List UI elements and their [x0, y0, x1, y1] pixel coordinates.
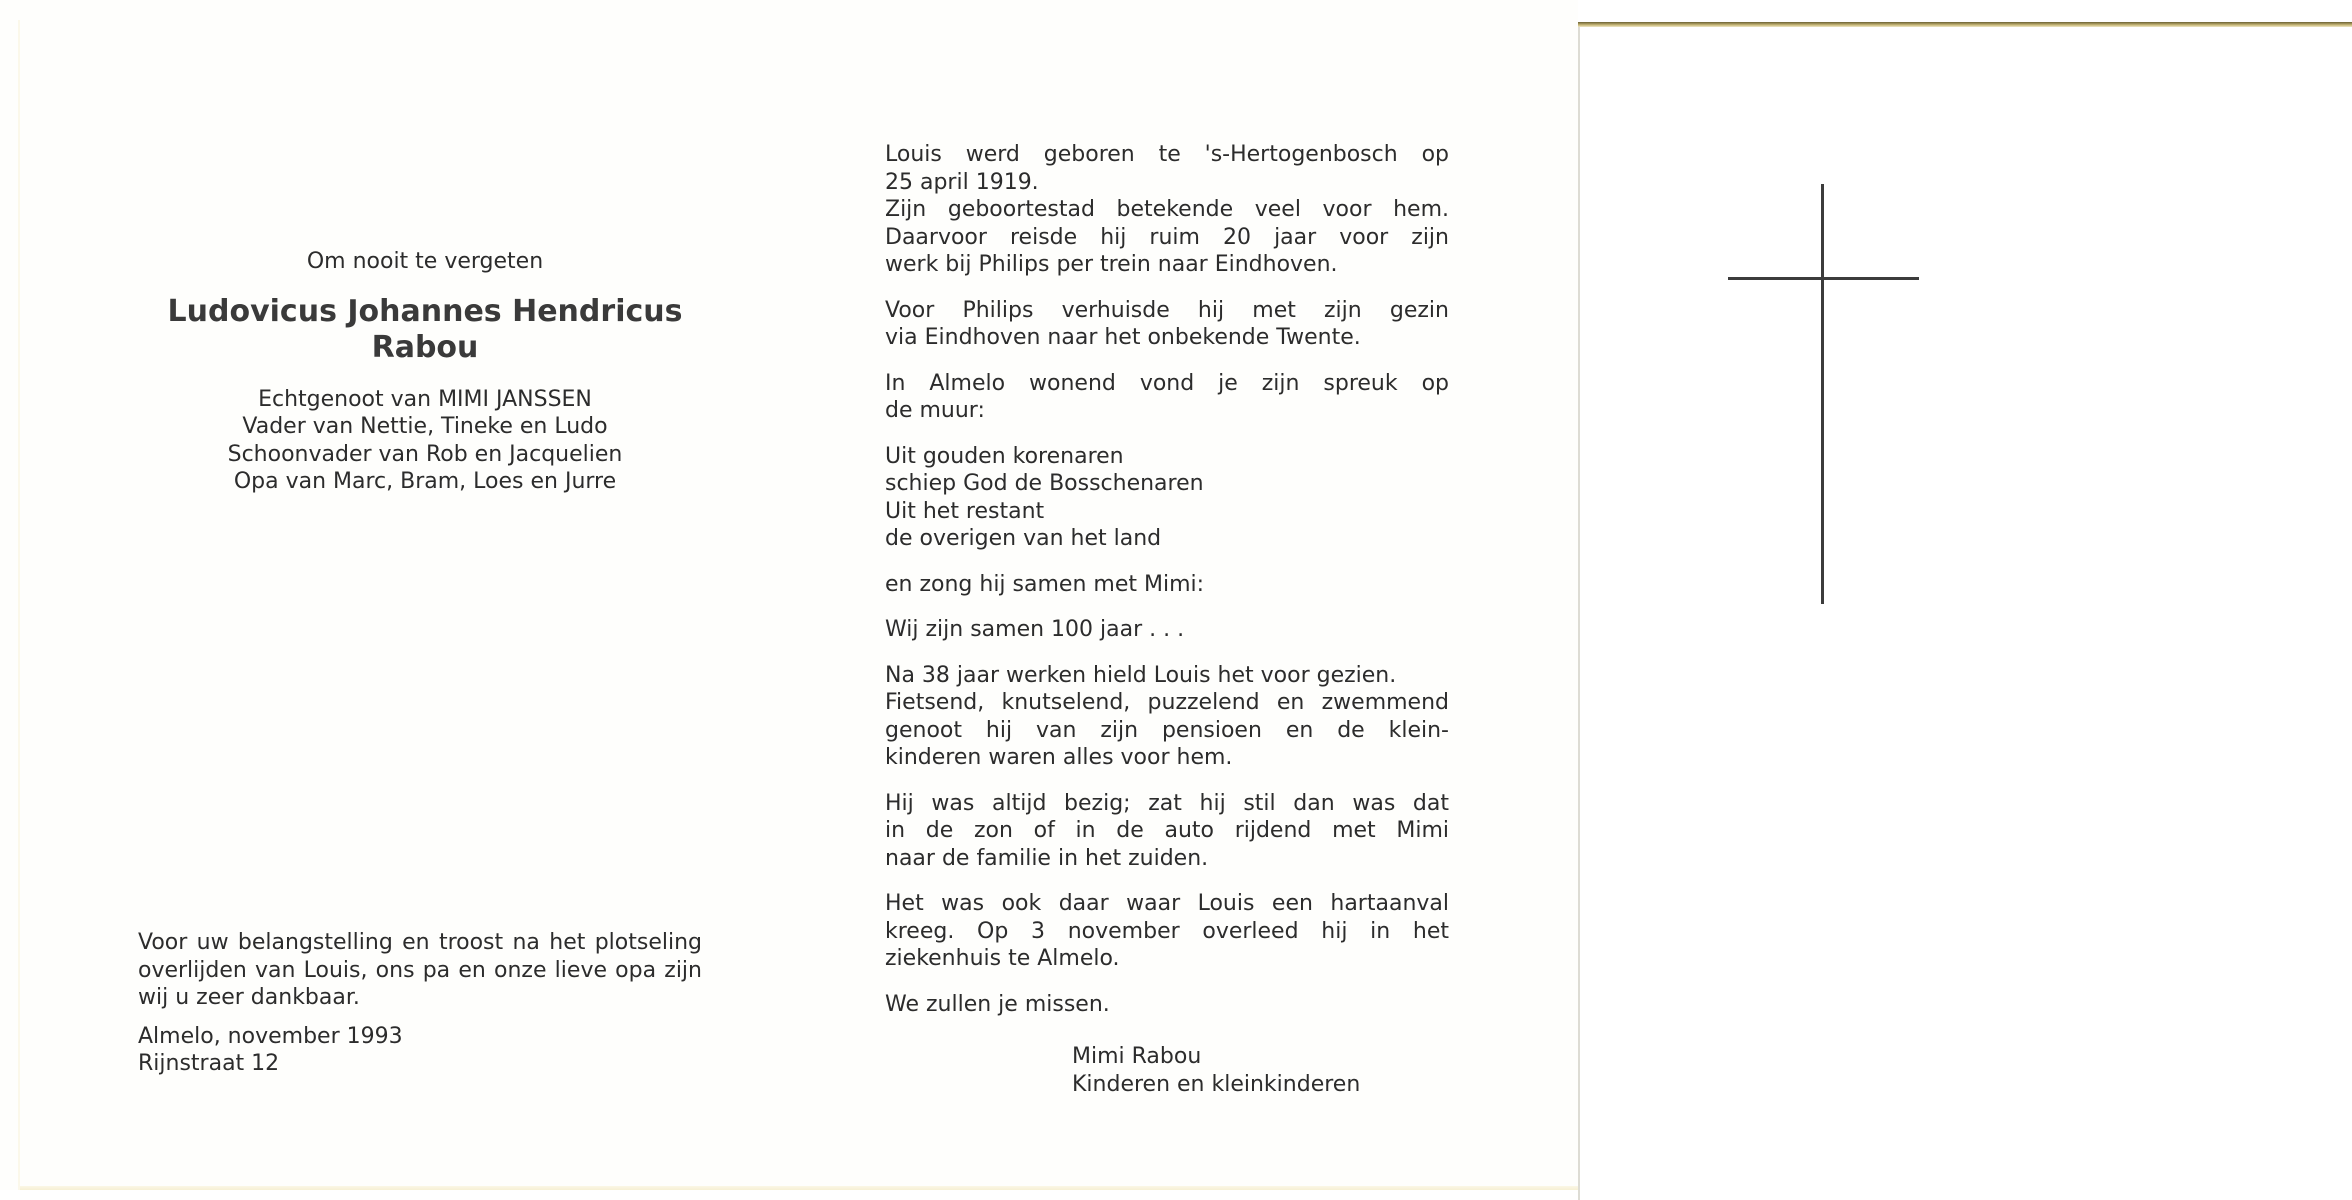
- bio-paragraph-sang: en zong hij samen met Mimi:: [885, 571, 1205, 597]
- bio-paragraph-move: [885, 297, 1449, 352]
- cross-icon-vertical: [1821, 184, 1824, 604]
- bio-poem: [885, 443, 1449, 553]
- bio-paragraph-100-years: Wij zijn samen 100 jaar . . .: [885, 617, 1185, 642]
- bio-line: in de zon of in de auto rijdend met Mimi: [885, 818, 1449, 843]
- bio-paragraph-motto: [885, 370, 1449, 425]
- cross-icon-horizontal: [1728, 277, 1919, 280]
- bio-line: Daarvoor reisde hij ruim 20 jaar voor zijn: [885, 224, 1449, 250]
- bio-line: via Eindhoven naar het onbekende Twente.: [885, 325, 1361, 350]
- bio-line: Zijn geboortestad betekende veel voor hem.: [885, 197, 1449, 222]
- name-line-1: Ludovicus Johannes Hendricus: [167, 293, 683, 329]
- relation-father-in-law: Schoonvader van Rob en Jacquelien: [227, 441, 623, 467]
- bio-paragraph-farewell: We zullen je missen.: [885, 991, 1110, 1017]
- bio-line: Het was ook daar waar Louis een hartaanval: [885, 891, 1449, 916]
- relation-spouse: Echtgenoot van MIMI JANSSEN: [258, 386, 592, 412]
- bio-line: genoot hij van zijn pensioen en de klein-: [885, 717, 1449, 743]
- bio-line: naar de familie in het zuiden.: [885, 845, 1209, 871]
- thanks-line: onze lieve opa zijn wij u zeer dankbaar.: [138, 957, 702, 1010]
- signature-family: Kinderen en kleinkinderen: [1072, 1071, 1361, 1097]
- bio-line: In Almelo wonend vond je zijn spreuk op: [885, 370, 1449, 396]
- signature-block: [1072, 1043, 1360, 1098]
- bio-line: werk bij Philips per trein naar Eindhoven.: [885, 252, 1338, 277]
- bio-line: Na 38 jaar werken hield Louis het voor gezien.: [885, 662, 1397, 688]
- card-left-edge: [18, 20, 20, 1190]
- thanks-line: Voor uw belangstelling en troost na het: [138, 930, 586, 955]
- biography: [885, 141, 1449, 1036]
- intro-text: Om nooit te vergeten: [306, 249, 544, 274]
- bio-line: Fietsend, knutselend, puzzelend en zwemmend: [885, 690, 1449, 715]
- name-line-2: Rabou: [371, 329, 479, 365]
- bio-line: Louis werd geboren te 's-Hertogenbosch op: [885, 142, 1449, 167]
- poem-line: Uit gouden korenaren: [885, 443, 1124, 469]
- signature-widow: Mimi Rabou: [1072, 1044, 1202, 1069]
- place-date-address: [138, 1023, 702, 1078]
- bio-line: 25 april 1919.: [885, 169, 1039, 195]
- poem-line: schiep God de Bosschenaren: [885, 471, 1204, 496]
- address: Rijnstraat 12: [138, 1051, 280, 1076]
- bio-line: kreeg. Op 3 november overleed hij in het: [885, 918, 1449, 944]
- poem-line: de overigen van het land: [885, 526, 1162, 551]
- bio-line: de muur:: [885, 398, 985, 423]
- bio-line: Voor Philips verhuisde hij met zijn gezin: [885, 297, 1449, 323]
- bio-line: kinderen waren alles voor hem.: [885, 745, 1233, 770]
- bio-paragraph-retirement: [885, 662, 1449, 772]
- bio-paragraph-birth: [885, 141, 1449, 279]
- card-bottom-edge: [20, 1186, 1578, 1190]
- bio-paragraph-busy: [885, 790, 1449, 873]
- bio-paragraph-death: [885, 890, 1449, 973]
- poem-line: Uit het restant: [885, 498, 1045, 524]
- cover-gilded-edge: [1578, 22, 2352, 27]
- bio-line: ziekenhuis te Almelo.: [885, 946, 1120, 971]
- thanks-block: [138, 929, 702, 1078]
- memorial-header: [160, 248, 690, 496]
- place-date: Almelo, november 1993: [138, 1023, 403, 1049]
- card-cover: [1578, 22, 2352, 1200]
- deceased-name: [160, 294, 690, 366]
- relation-grandfather: Opa van Marc, Bram, Loes en Jurre: [233, 469, 617, 494]
- relation-father: Vader van Nettie, Tineke en Ludo: [242, 414, 608, 439]
- thanks-line: plotseling overlijden van Louis, ons pa en: [138, 930, 702, 983]
- thanks-text: [138, 929, 702, 1012]
- bio-line: Hij was altijd bezig; zat hij stil dan was dat: [885, 790, 1449, 816]
